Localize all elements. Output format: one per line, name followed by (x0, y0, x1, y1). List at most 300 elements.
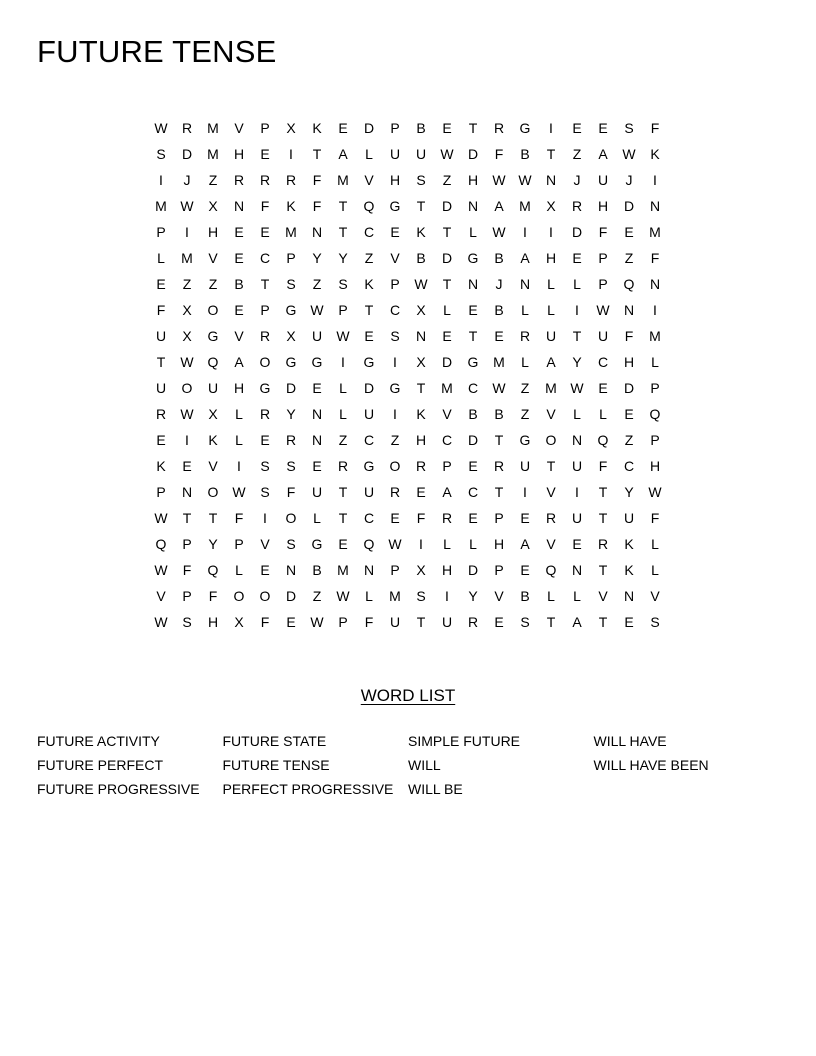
grid-cell: E (468, 302, 478, 318)
grid-cell: G (467, 250, 479, 266)
grid-cell: E (598, 120, 608, 136)
grid-cell: F (364, 614, 374, 630)
grid-cell: N (467, 276, 479, 292)
grid-cell: I (653, 172, 657, 188)
grid-cell: V (208, 250, 218, 266)
grid-cell: K (208, 432, 218, 448)
grid-cell: T (572, 328, 582, 344)
grid-cell: M (389, 588, 401, 604)
grid-cell: T (208, 510, 218, 526)
grid-cell: E (598, 380, 608, 396)
grid-cell: J (495, 276, 503, 292)
grid-cell: R (545, 510, 557, 526)
grid-cell: E (234, 250, 244, 266)
grid-cell: P (338, 302, 348, 318)
grid-cell: L (365, 588, 373, 604)
grid-cell: I (419, 536, 423, 552)
grid-cell: S (182, 614, 192, 630)
grid-cell: T (546, 146, 556, 162)
grid-cell: D (181, 146, 193, 162)
grid-cell: P (390, 120, 400, 136)
word-item: FUTURE STATE (222, 733, 327, 749)
grid-cell: T (416, 614, 426, 630)
grid-cell: I (445, 588, 449, 604)
grid-cell: S (156, 146, 166, 162)
grid-cell: P (494, 510, 504, 526)
grid-cell: E (520, 562, 530, 578)
grid-cell: F (650, 120, 660, 136)
grid-cell: L (157, 250, 165, 266)
grid-cell: T (312, 146, 322, 162)
grid-cell: E (494, 614, 504, 630)
grid-cell: L (651, 354, 659, 370)
grid-cell: U (597, 172, 609, 188)
word-item: PERFECT PROGRESSIVE (222, 781, 394, 797)
grid-cell: R (389, 484, 401, 500)
grid-cell: X (182, 328, 192, 344)
grid-cell: E (234, 224, 244, 240)
grid-cell: P (338, 614, 348, 630)
word-item: SIMPLE FUTURE (408, 733, 521, 749)
grid-cell: P (156, 224, 166, 240)
grid-cell: X (416, 562, 426, 578)
grid-cell: G (519, 432, 531, 448)
grid-cell: Q (207, 354, 219, 370)
grid-cell: O (545, 432, 557, 448)
grid-cell: E (312, 458, 322, 474)
grid-cell: Q (363, 198, 375, 214)
grid-cell: B (520, 588, 530, 604)
grid-cell: T (494, 432, 504, 448)
grid-cell: D (467, 432, 479, 448)
grid-cell: R (233, 172, 245, 188)
grid-cell: T (442, 224, 452, 240)
grid-cell: U (623, 510, 635, 526)
grid-cell: C (597, 354, 609, 370)
word-item: FUTURE PROGRESSIVE (37, 781, 200, 797)
grid-cell: F (156, 302, 166, 318)
grid-cell: L (651, 536, 659, 552)
grid-cell: E (260, 432, 270, 448)
grid-cell: B (520, 146, 530, 162)
grid-cell: S (338, 276, 348, 292)
grid-cell: H (545, 250, 557, 266)
grid-cell: V (390, 250, 400, 266)
grid-cell: Z (624, 432, 634, 448)
grid-cell: N (545, 172, 557, 188)
grid-cell: Z (208, 276, 218, 292)
grid-cell: H (649, 458, 661, 474)
grid-cell: T (364, 302, 374, 318)
grid-cell: U (571, 510, 583, 526)
grid-cell: I (653, 302, 657, 318)
grid-cell: V (442, 406, 452, 422)
grid-cell: P (390, 562, 400, 578)
grid-cell: W (492, 172, 506, 188)
grid-cell: T (338, 510, 348, 526)
grid-cell: O (259, 588, 271, 604)
grid-cell: L (235, 432, 243, 448)
grid-cell: Z (520, 406, 530, 422)
page-title: FUTURE TENSE (37, 34, 277, 69)
grid-cell: L (313, 510, 321, 526)
grid-cell: E (390, 510, 400, 526)
grid-cell: L (547, 588, 555, 604)
grid-cell: N (363, 562, 375, 578)
grid-cell: R (259, 328, 271, 344)
grid-cell: N (623, 302, 635, 318)
grid-cell: G (363, 458, 375, 474)
grid-cell: N (415, 328, 427, 344)
grid-cell: B (312, 562, 322, 578)
grid-cell: I (237, 458, 241, 474)
grid-cell: W (570, 380, 584, 396)
grid-cell: I (159, 172, 163, 188)
grid-cell: D (623, 380, 635, 396)
word-column-2 (223, 729, 409, 801)
grid-cell: E (572, 536, 582, 552)
grid-cell: W (492, 224, 506, 240)
grid-cell: D (363, 120, 375, 136)
grid-cell: N (519, 276, 531, 292)
grid-cell: S (260, 484, 270, 500)
grid-cell: E (234, 302, 244, 318)
grid-cell: W (336, 588, 350, 604)
grid-cell: X (208, 198, 218, 214)
grid-cell: O (207, 484, 219, 500)
grid-cell: H (467, 172, 479, 188)
grid-cell: E (260, 146, 270, 162)
grid-cell: K (416, 224, 426, 240)
grid-cell: T (338, 198, 348, 214)
grid-cell: E (520, 510, 530, 526)
grid-cell: F (650, 250, 660, 266)
grid-cell: P (598, 276, 608, 292)
grid-cell: V (598, 588, 608, 604)
grid-cell: Q (545, 562, 557, 578)
grid-cell: C (441, 432, 453, 448)
grid-cell: D (363, 380, 375, 396)
grid-cell: Q (363, 536, 375, 552)
grid-cell: H (233, 146, 245, 162)
grid-cell: F (208, 588, 218, 604)
grid-cell: W (310, 614, 324, 630)
grid-cell: N (571, 562, 583, 578)
grid-cell: A (338, 146, 348, 162)
grid-cell: H (441, 562, 453, 578)
grid-cell: M (285, 224, 297, 240)
grid-cell: E (286, 614, 296, 630)
grid-cell: S (416, 172, 426, 188)
grid-cell: W (180, 198, 194, 214)
grid-cell: L (573, 276, 581, 292)
grid-cell: S (286, 276, 296, 292)
grid-cell: H (493, 536, 505, 552)
grid-cell: P (286, 250, 296, 266)
grid-cell: C (259, 250, 271, 266)
grid-cell: O (259, 354, 271, 370)
grid-cell: S (286, 458, 296, 474)
grid-cell: G (207, 328, 219, 344)
grid-cell: S (390, 328, 400, 344)
grid-cell: L (443, 536, 451, 552)
grid-cell: M (545, 380, 557, 396)
grid-cell: M (441, 380, 453, 396)
grid-cell: V (156, 588, 166, 604)
grid-cell: K (364, 276, 374, 292)
grid-cell: C (389, 302, 401, 318)
grid-cell: N (285, 562, 297, 578)
grid-cell: E (468, 510, 478, 526)
grid-cell: E (312, 380, 322, 396)
grid-cell: K (416, 406, 426, 422)
grid-cell: V (546, 536, 556, 552)
grid-cell: L (339, 406, 347, 422)
grid-cell: D (467, 562, 479, 578)
grid-cell: T (598, 510, 608, 526)
grid-cell: S (286, 536, 296, 552)
grid-cell: X (416, 302, 426, 318)
grid-cell: P (182, 536, 192, 552)
grid-cell: O (389, 458, 401, 474)
grid-cell: R (181, 120, 193, 136)
grid-cell: I (549, 224, 553, 240)
grid-cell: Z (312, 588, 322, 604)
grid-cell: N (623, 588, 635, 604)
grid-cell: W (596, 302, 610, 318)
grid-cell: L (599, 406, 607, 422)
grid-cell: X (208, 406, 218, 422)
grid-cell: N (649, 276, 661, 292)
grid-cell: C (363, 510, 375, 526)
grid-cell: B (416, 250, 426, 266)
grid-cell: Y (286, 406, 296, 422)
grid-cell: U (155, 380, 167, 396)
grid-cell: B (234, 276, 244, 292)
grid-cell: R (493, 458, 505, 474)
grid-cell: U (571, 458, 583, 474)
grid-cell: K (312, 120, 322, 136)
grid-cell: M (337, 562, 349, 578)
grid-cell: L (573, 406, 581, 422)
grid-cell: T (494, 484, 504, 500)
grid-cell: Z (364, 250, 374, 266)
grid-cell: G (389, 198, 401, 214)
grid-cell: W (180, 406, 194, 422)
grid-cell: J (183, 172, 191, 188)
word-column-1 (37, 729, 223, 801)
grid-cell: T (598, 484, 608, 500)
word-item: FUTURE ACTIVITY (37, 733, 160, 749)
grid-cell: V (494, 588, 504, 604)
grid-cell: P (234, 536, 244, 552)
grid-cell: R (155, 406, 167, 422)
grid-cell: N (233, 198, 245, 214)
grid-cell: I (575, 302, 579, 318)
grid-cell: W (180, 354, 194, 370)
grid-cell: U (155, 328, 167, 344)
grid-cell: L (651, 562, 659, 578)
grid-cell: W (336, 328, 350, 344)
grid-cell: U (311, 328, 323, 344)
grid-cell: K (650, 146, 660, 162)
grid-cell: W (648, 484, 662, 500)
grid-cell: I (523, 224, 527, 240)
grid-cell: M (519, 198, 531, 214)
grid-cell: Y (572, 354, 582, 370)
grid-cell: W (622, 146, 636, 162)
grid-cell: P (650, 432, 660, 448)
grid-cell: H (207, 224, 219, 240)
grid-cell: O (207, 302, 219, 318)
grid-cell: A (598, 146, 608, 162)
grid-cell: X (546, 198, 556, 214)
grid-cell: E (260, 562, 270, 578)
grid-cell: E (182, 458, 192, 474)
grid-cell: P (390, 276, 400, 292)
grid-cell: D (285, 588, 297, 604)
grid-cell: Q (623, 276, 635, 292)
grid-cell: L (521, 354, 529, 370)
grid-cell: H (415, 432, 427, 448)
grid-cell: R (571, 198, 583, 214)
grid-cell: V (364, 172, 374, 188)
grid-cell: T (598, 614, 608, 630)
word-list-heading-wrapper (0, 685, 816, 707)
grid-cell: W (518, 172, 532, 188)
grid-cell: F (182, 562, 192, 578)
grid-cell: A (520, 250, 530, 266)
grid-cell: T (156, 354, 166, 370)
grid-cell: X (416, 354, 426, 370)
grid-cell: V (650, 588, 660, 604)
grid-cell: H (597, 198, 609, 214)
grid-cell: T (468, 120, 478, 136)
grid-cell: E (572, 120, 582, 136)
word-item: FUTURE TENSE (222, 757, 330, 773)
grid-cell: I (341, 354, 345, 370)
grid-cell: G (259, 380, 271, 396)
grid-cell: I (185, 224, 189, 240)
grid-cell: P (260, 302, 270, 318)
grid-cell: V (234, 328, 244, 344)
grid-cell: E (572, 250, 582, 266)
grid-cell: U (207, 380, 219, 396)
grid-cell: E (494, 328, 504, 344)
grid-cell: D (441, 354, 453, 370)
grid-cell: O (285, 510, 297, 526)
grid-cell: M (155, 198, 167, 214)
grid-cell: U (415, 146, 427, 162)
grid-cell: N (311, 432, 323, 448)
grid-cell: L (469, 224, 477, 240)
grid-cell: W (492, 380, 506, 396)
grid-cell: W (440, 146, 454, 162)
grid-cell: T (598, 562, 608, 578)
grid-cell: I (393, 354, 397, 370)
grid-cell: F (650, 510, 660, 526)
grid-cell: R (519, 328, 531, 344)
grid-cell: Z (442, 172, 452, 188)
grid-cell: G (285, 354, 297, 370)
grid-cell: X (234, 614, 244, 630)
grid-cell: A (546, 354, 556, 370)
grid-cell: A (494, 198, 504, 214)
grid-cell: F (598, 224, 608, 240)
grid-cell: G (285, 302, 297, 318)
grid-cell: N (181, 484, 193, 500)
grid-cell: T (182, 510, 192, 526)
grid-cell: F (286, 484, 296, 500)
grid-cell: M (207, 120, 219, 136)
grid-cell: D (467, 146, 479, 162)
grid-cell: C (467, 484, 479, 500)
grid-cell: N (649, 198, 661, 214)
grid-cell: D (571, 224, 583, 240)
grid-cell: U (311, 484, 323, 500)
grid-cell: Q (649, 406, 661, 422)
grid-cell: E (624, 614, 634, 630)
grid-cell: B (494, 406, 504, 422)
grid-cell: Y (208, 536, 218, 552)
grid-cell: H (623, 354, 635, 370)
grid-cell: R (597, 536, 609, 552)
grid-cell: U (363, 406, 375, 422)
grid-cell: L (235, 406, 243, 422)
grid-cell: H (207, 614, 219, 630)
grid-cell: E (338, 120, 348, 136)
grid-cell: R (259, 172, 271, 188)
grid-cell: W (154, 562, 168, 578)
grid-cell: F (494, 146, 504, 162)
grid-cell: M (337, 172, 349, 188)
grid-cell: W (388, 536, 402, 552)
grid-cell: M (493, 354, 505, 370)
grid-cell: I (393, 406, 397, 422)
grid-cell: F (312, 198, 322, 214)
grid-cell: U (389, 146, 401, 162)
grid-cell: I (549, 120, 553, 136)
word-item: WILL HAVE BEEN (593, 757, 709, 773)
grid-cell: V (260, 536, 270, 552)
grid-cell: D (441, 198, 453, 214)
word-column-4 (594, 729, 780, 801)
grid-cell: L (235, 562, 243, 578)
grid-cell: R (337, 458, 349, 474)
grid-cell: P (650, 380, 660, 396)
grid-cell: X (286, 328, 296, 344)
grid-cell: X (286, 120, 296, 136)
grid-cell: H (233, 380, 245, 396)
grid-cell: V (546, 484, 556, 500)
grid-cell: F (312, 172, 322, 188)
grid-cell: P (260, 120, 270, 136)
grid-cell: T (546, 458, 556, 474)
grid-cell: D (623, 198, 635, 214)
word-item: WILL HAVE (593, 733, 667, 749)
grid-cell: E (624, 224, 634, 240)
grid-cell: D (285, 380, 297, 396)
grid-cell: Z (312, 276, 322, 292)
word-item: WILL BE (408, 781, 463, 797)
grid-cell: Z (208, 172, 218, 188)
grid-cell: S (260, 458, 270, 474)
grid-cell: P (182, 588, 192, 604)
grid-cell: T (338, 224, 348, 240)
grid-cell: U (441, 614, 453, 630)
grid-cell: W (310, 302, 324, 318)
grid-cell: L (469, 536, 477, 552)
